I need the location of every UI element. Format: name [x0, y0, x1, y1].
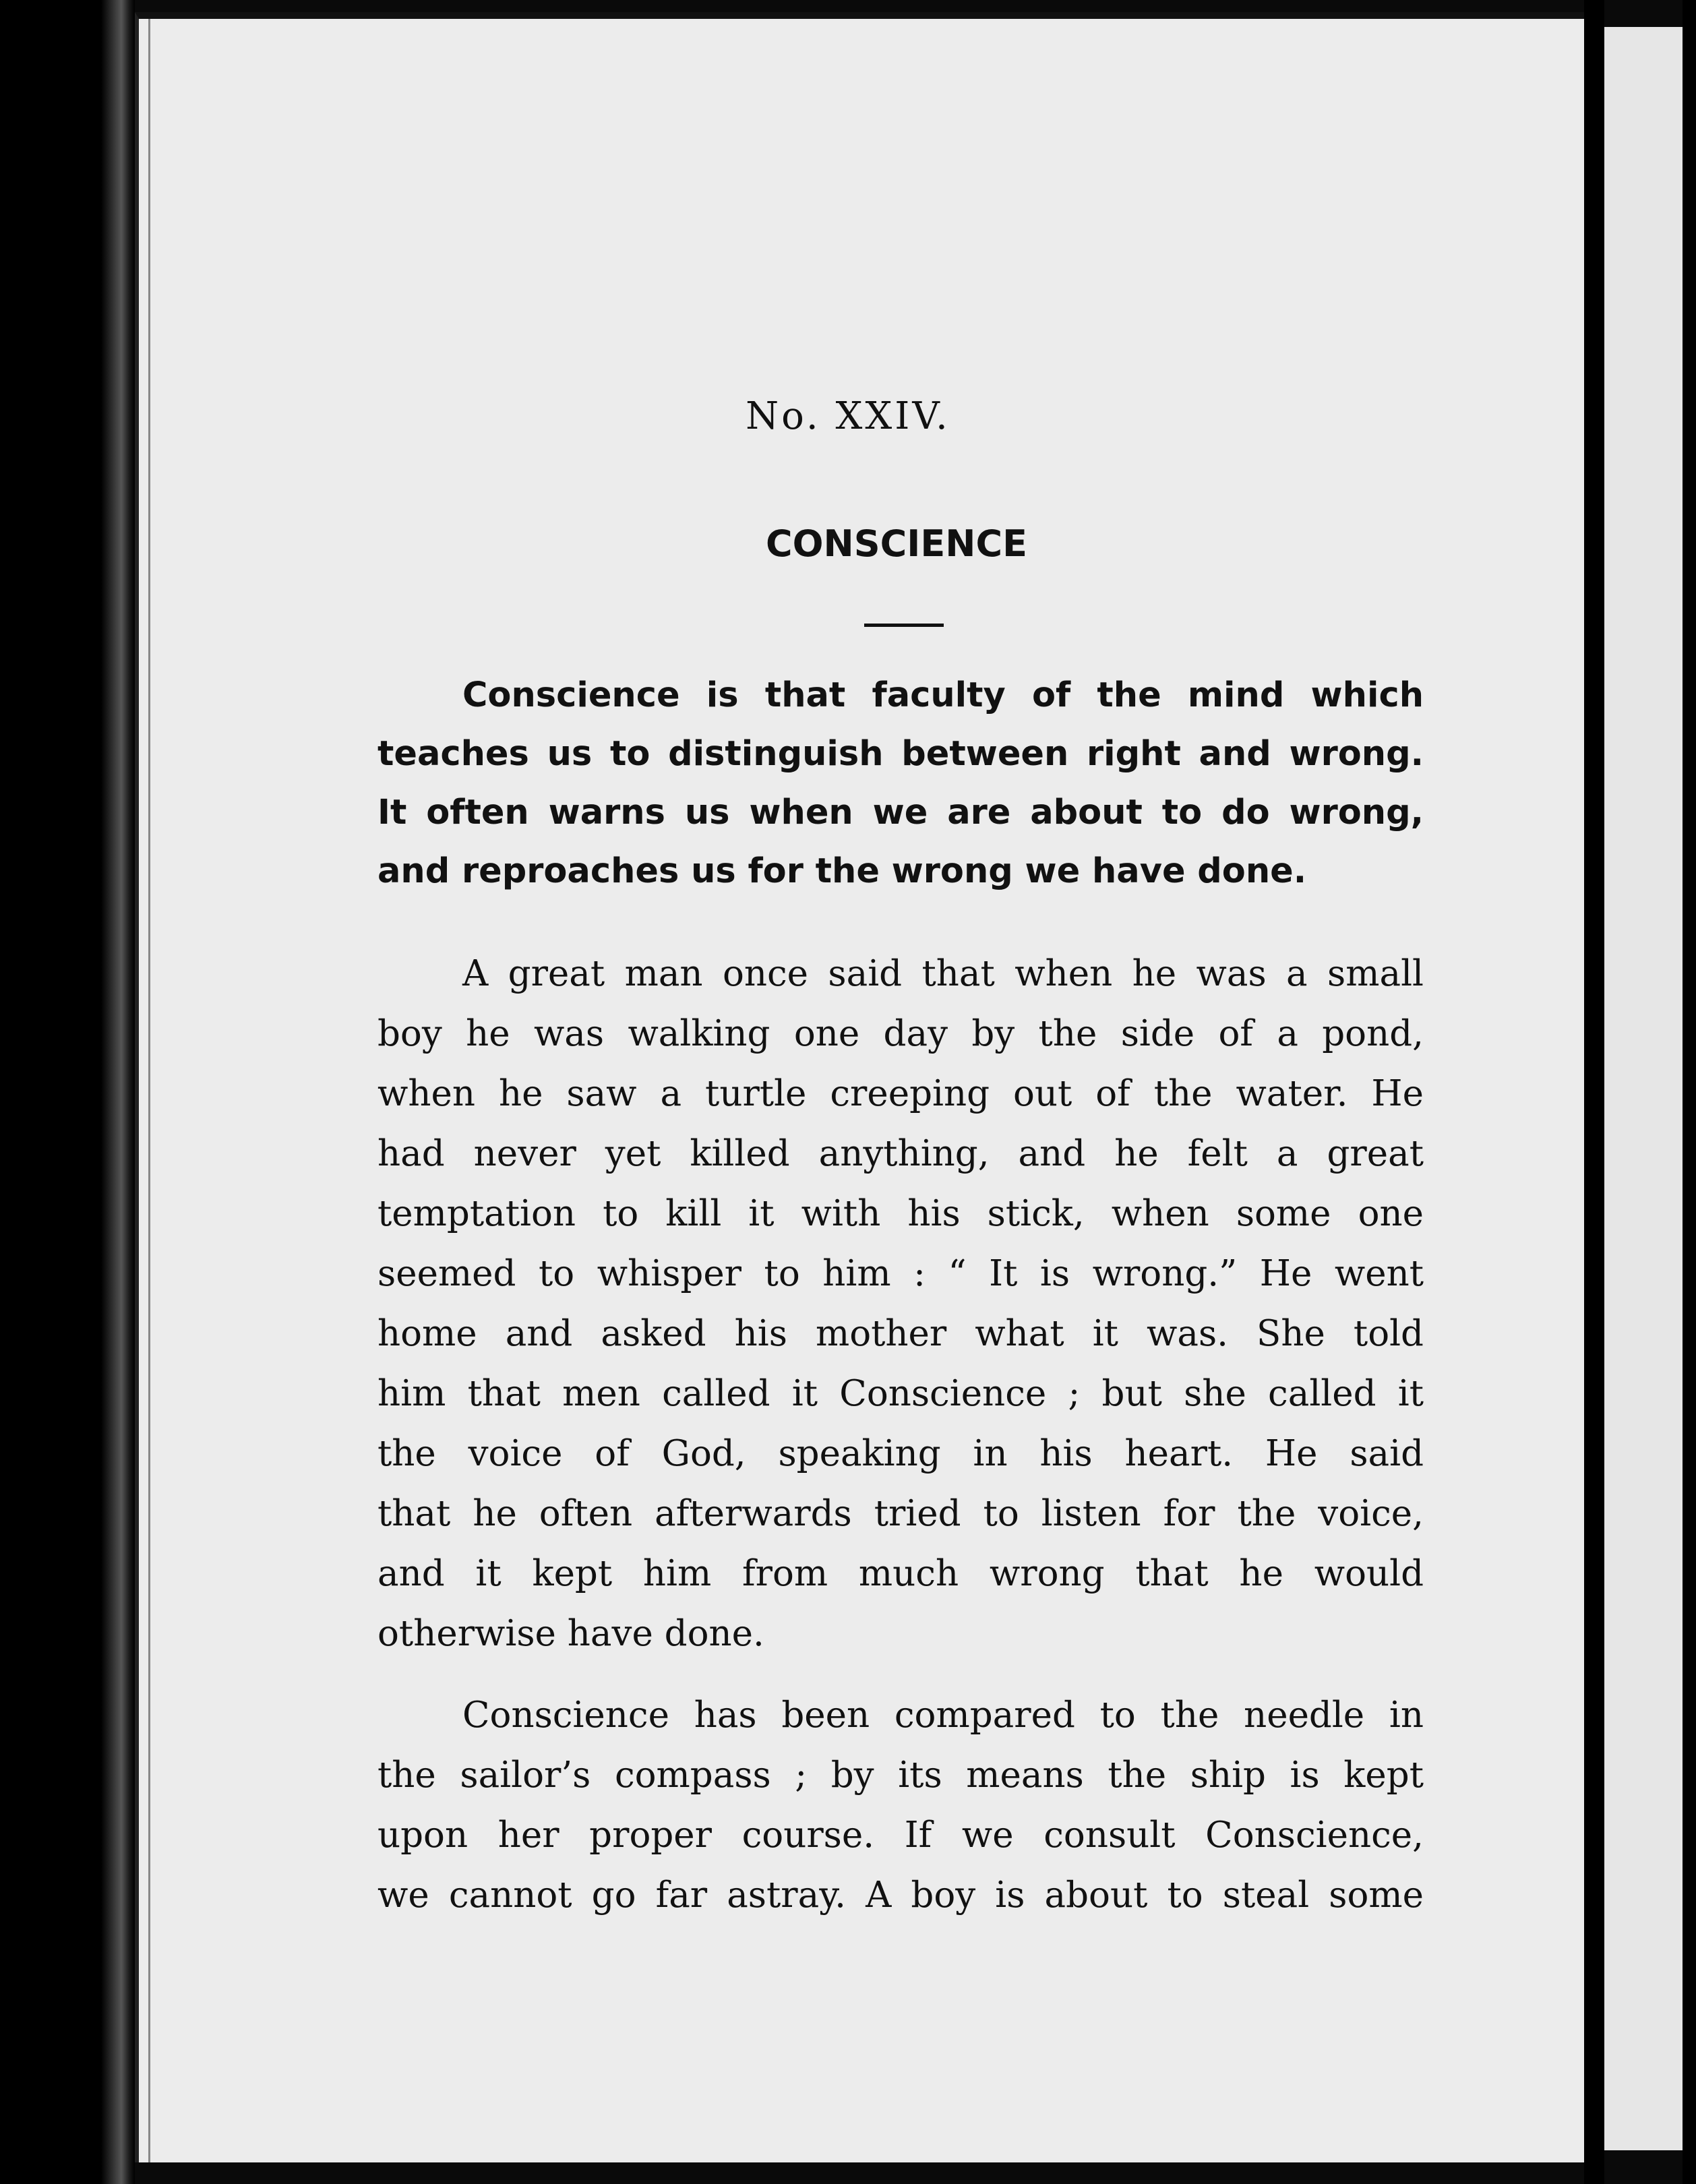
book-binding — [0, 0, 135, 2184]
text-line: otherwise have done. — [377, 1613, 764, 1654]
text-line: that he often afterwards tried to listen for the voice, — [377, 1493, 1424, 1534]
chapter-number: No. XXIV. — [746, 394, 950, 438]
text-line: temptation to kill it with his stick, when some one — [377, 1193, 1424, 1234]
scan-edge — [1683, 0, 1696, 2184]
page-gutter — [1584, 0, 1604, 2184]
text-line: the sailor’s compass ; by its means the ship is kept — [377, 1755, 1424, 1796]
text-line: seemed to whisper to him : “ It is wrong.” He went — [377, 1253, 1424, 1294]
text-line: It often warns us when we are about to do wrong, — [377, 793, 1424, 832]
title-rule — [864, 624, 944, 627]
page-edge — [148, 19, 150, 2162]
body-paragraph-2 — [377, 1685, 1424, 1925]
text-line: boy he was walking one day by the side of a pond, — [377, 1013, 1424, 1054]
text-line: the voice of God, speaking in his heart. He said — [377, 1433, 1424, 1474]
text-line: Conscience has been compared to the needle in — [462, 1695, 1424, 1736]
text-line: A great man once said that when he was a small — [462, 953, 1424, 994]
text-line: home and asked his mother what it was. She told — [377, 1313, 1424, 1354]
text-line: teaches us to distinguish between right and wrong. — [377, 734, 1424, 774]
text-line: and it kept him from much wrong that he would — [377, 1553, 1424, 1594]
text-line: and reproaches us for the wrong we have done. — [377, 851, 1307, 891]
text-line: him that men called it Conscience ; but she called it — [377, 1373, 1424, 1414]
text-line: upon her proper course. If we consult Conscience, — [377, 1815, 1424, 1856]
text-line: we cannot go far astray. A boy is about to steal some — [377, 1875, 1424, 1916]
body-paragraph-1 — [377, 944, 1424, 1664]
text-line: had never yet killed anything, and he felt a great — [377, 1133, 1424, 1174]
chapter-title: CONSCIENCE — [766, 522, 1027, 565]
definition-paragraph — [377, 666, 1424, 901]
text-line: when he saw a turtle creeping out of the water. He — [377, 1073, 1424, 1114]
text-line: Conscience is that faculty of the mind which — [462, 675, 1424, 715]
